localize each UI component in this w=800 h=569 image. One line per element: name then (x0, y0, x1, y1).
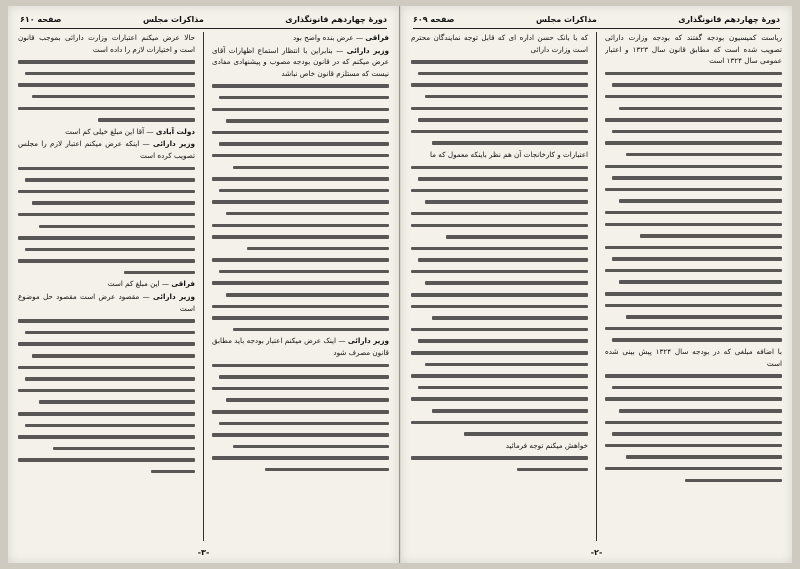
text-line (212, 301, 389, 313)
text-line (411, 220, 588, 232)
text-line (411, 301, 588, 313)
text-line (212, 208, 389, 220)
text-line (605, 161, 782, 173)
text-line (605, 300, 782, 312)
text-line (605, 195, 782, 207)
text-line (411, 137, 588, 149)
right-header-title: مذاکرات مجلس (535, 14, 597, 24)
text-line (411, 405, 588, 417)
text-line (18, 420, 195, 432)
text-line (411, 335, 588, 347)
left-header-page-number: صفحه ۶۱۰ (19, 14, 62, 24)
left-header-title: مذاکرات مجلس (142, 14, 204, 24)
speech-text: اینکه عرض میکنم اعتبار لازم را مجلس تصویب کرده است (18, 139, 195, 160)
text-line (18, 454, 195, 466)
text-line (212, 80, 389, 92)
text-line (18, 103, 195, 115)
paragraph (411, 440, 588, 452)
text-line (18, 114, 195, 126)
text-line (411, 464, 588, 476)
text-line (411, 243, 588, 255)
text-line (212, 312, 389, 324)
text-line (411, 359, 588, 371)
text-line (411, 68, 588, 80)
text-line (411, 173, 588, 185)
text-line (411, 103, 588, 115)
text-line (605, 230, 782, 242)
paragraph (411, 32, 588, 55)
text-line (605, 382, 782, 394)
text-line (411, 196, 588, 208)
text-line (605, 334, 782, 346)
header-rule (413, 28, 780, 29)
text-line (605, 276, 782, 288)
right-page-header (413, 12, 780, 26)
speaker-name: فراقی (365, 33, 389, 42)
text-line (18, 163, 195, 175)
text-line (411, 91, 588, 103)
paragraph: وزیر دارائی — اینکه عرض میکنم اعتبار لازم را مجلس تصویب کرده است (18, 139, 195, 160)
text-line (212, 92, 389, 104)
text-line (212, 104, 389, 116)
text-line (605, 428, 782, 440)
left-page-columns (18, 32, 389, 541)
text-line (18, 327, 195, 339)
text-line (411, 56, 588, 68)
text-line (605, 137, 782, 149)
left-header-series: دورهٔ چهاردهم قانونگذاری (285, 14, 387, 24)
text-line (605, 242, 782, 254)
speech-text: عرض بنده واضح بود (292, 33, 354, 42)
column-divider (203, 32, 204, 541)
text-line (212, 243, 389, 255)
paragraph: وزیر دارائی — اینک عرض میکنم اعتبار بودجه باید مطابق قانون مصرف شود (212, 336, 389, 358)
text-line (212, 429, 389, 441)
text-line (212, 266, 389, 278)
paragraph (605, 346, 782, 369)
speaker-name: وزیر دارائی (153, 139, 195, 149)
text-line (212, 394, 389, 406)
left-page-left-column (18, 32, 195, 541)
text-line (411, 382, 588, 394)
text-line (212, 185, 389, 197)
column-divider (596, 32, 597, 541)
paragraph (18, 32, 195, 55)
paragraph: فراقی — این مبلغ کم است (107, 279, 195, 289)
text-line (18, 221, 195, 233)
text-line (212, 464, 389, 476)
text-line (18, 443, 195, 455)
right-header-page-number: صفحه ۶۰۹ (412, 14, 455, 24)
text-line (18, 79, 195, 91)
text-line (18, 466, 195, 478)
right-page-columns (411, 32, 782, 541)
right-header-series: دورهٔ چهاردهم قانونگذاری (678, 14, 780, 24)
speech-text: که با بانک حسن اداره ای که قابل توجه نمایندگان محترم است وزارت دارائی (411, 33, 588, 54)
text-line (605, 149, 782, 161)
text-line (411, 277, 588, 289)
text-line (18, 174, 195, 186)
paragraph: فراقی — عرض بنده واضح بود (292, 33, 389, 42)
text-line (18, 209, 195, 221)
text-line (212, 371, 389, 383)
text-line (18, 362, 195, 374)
speaker-name: وزیر دارائی (346, 45, 389, 55)
text-line (605, 91, 782, 103)
text-line (18, 350, 195, 362)
text-line (212, 173, 389, 185)
text-line (18, 396, 195, 408)
text-line (605, 393, 782, 405)
left-page (8, 6, 400, 563)
right-page-footer: -۲- (590, 548, 603, 557)
text-line (605, 440, 782, 452)
text-line (18, 68, 195, 80)
speech-text: آقا این مبلغ خیلی کم است (65, 126, 145, 136)
text-line (18, 267, 195, 279)
text-line (605, 126, 782, 138)
text-line (212, 324, 389, 336)
text-line (411, 126, 588, 138)
left-page-right-column (212, 32, 389, 541)
text-line (411, 324, 588, 336)
book-spread (8, 6, 792, 563)
text-line (605, 463, 782, 475)
text-line (212, 418, 389, 430)
speech-text: این مبلغ کم است (107, 279, 160, 289)
paragraph (605, 32, 782, 67)
text-line (411, 417, 588, 429)
speaker-name: وزیر دارائی (152, 292, 195, 302)
left-page-header (20, 12, 387, 26)
text-line (212, 196, 389, 208)
text-line (605, 79, 782, 91)
speaker-name: وزیر دارائی (347, 336, 389, 346)
text-line (605, 475, 782, 487)
text-line (411, 208, 588, 220)
text-line (605, 207, 782, 219)
text-line (212, 360, 389, 372)
text-line (18, 431, 195, 443)
text-line (212, 441, 389, 453)
text-line (605, 451, 782, 463)
text-line (605, 311, 782, 323)
text-line (411, 266, 588, 278)
text-line (411, 162, 588, 174)
text-line (18, 56, 195, 68)
right-page-right-column (605, 32, 782, 541)
speech-text: بنابراین با انتظار استماع اظهارات آقای عرض میکنم که در قانون بودجه مصوب و پیشنهادی مفادی نیست که مستلزم قانون خاص نباشد (212, 45, 389, 78)
text-line (605, 288, 782, 300)
right-page-left-column (411, 32, 588, 541)
text-line (605, 184, 782, 196)
text-line (411, 79, 588, 91)
text-line (411, 254, 588, 266)
text-line (605, 253, 782, 265)
text-line (212, 289, 389, 301)
paragraph: وزیر دارائی — مقصود عرض است مقصود حل موضوع است (18, 292, 195, 313)
text-line (212, 277, 389, 289)
text-line (605, 405, 782, 417)
header-rule (20, 28, 387, 29)
text-line (605, 265, 782, 277)
right-page (400, 6, 792, 563)
text-line (212, 138, 389, 150)
text-line (605, 68, 782, 80)
text-line (411, 452, 588, 464)
text-line (411, 289, 588, 301)
text-line (605, 370, 782, 382)
speech-text: حالا عرض میکنم اعتبارات وزارت دارائی بموجب قانون است و اختیارات لازم را داده است (18, 33, 195, 54)
text-line (18, 232, 195, 244)
text-line (212, 220, 389, 232)
text-line (411, 185, 588, 197)
left-page-footer: -۳- (197, 548, 210, 557)
text-line (605, 219, 782, 231)
text-line (18, 338, 195, 350)
text-line (18, 91, 195, 103)
text-line (605, 114, 782, 126)
text-line (212, 162, 389, 174)
text-line (18, 197, 195, 209)
text-line (411, 231, 588, 243)
text-line (18, 255, 195, 267)
speaker-name: فراقی (171, 279, 195, 289)
text-line (605, 417, 782, 429)
text-line (18, 315, 195, 327)
speech-text: اعتبارات و کارخانجات آن هم نظر باینکه معمول که ما (429, 149, 588, 159)
text-line (212, 150, 389, 162)
text-line (18, 408, 195, 420)
text-line (18, 373, 195, 385)
paragraph: وزیر دارائی — بنابراین با انتظار استماع اظهارات آقای عرض میکنم که در قانون بودجه مصوب و پیشنهادی مفادی نیست که مستلزم قانون خاص نباشد (212, 45, 389, 78)
text-line (212, 231, 389, 243)
text-line (605, 103, 782, 115)
speech-text: ریاست کمیسیون بودجه گفتند که بودجه وزارت دارائی تصویب شده است که مطابق قانون سال ۱۳۲۳ و اعتبار عمومی سال ۱۳۲۴ است (605, 33, 782, 66)
text-line (18, 385, 195, 397)
text-line (212, 452, 389, 464)
speech-text: مقصود عرض است مقصود حل موضوع است (18, 292, 195, 313)
text-line (18, 244, 195, 256)
text-line (411, 370, 588, 382)
speaker-name: دولت آبادی (155, 126, 195, 136)
speech-text: اینک عرض میکنم اعتبار بودجه باید مطابق قانون مصرف شود (212, 336, 389, 358)
text-line (411, 347, 588, 359)
text-line (411, 393, 588, 405)
text-line (411, 312, 588, 324)
text-line (212, 383, 389, 395)
text-line (411, 428, 588, 440)
text-line (18, 186, 195, 198)
text-line (212, 254, 389, 266)
text-line (605, 172, 782, 184)
text-line (605, 323, 782, 335)
speech-text: خواهش میکنم توجه فرمائید (505, 440, 588, 450)
paragraph: دولت آبادی — آقا این مبلغ خیلی کم است (65, 126, 195, 136)
speech-text: با اضافه مبلغی که در بودجه سال ۱۳۲۴ پیش بینی شده است (605, 347, 782, 368)
text-line (212, 115, 389, 127)
text-line (212, 406, 389, 418)
paragraph (411, 149, 588, 161)
text-line (411, 114, 588, 126)
text-line (212, 127, 389, 139)
